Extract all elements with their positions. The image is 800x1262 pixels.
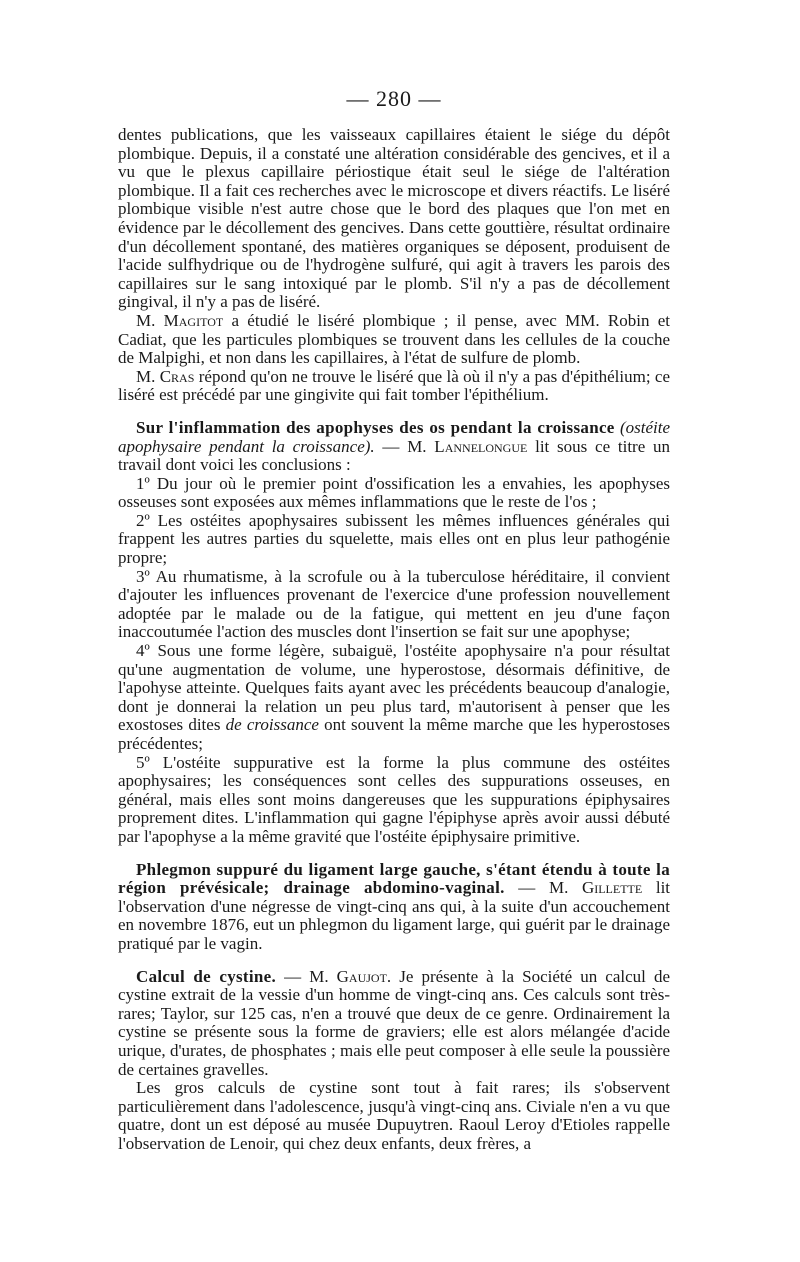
conclusion-4-text-b: ont souvent la même marche que les hyperostoses précédentes;: [118, 715, 670, 753]
conclusion-4-emphasis: de croissance: [225, 715, 319, 735]
phlegmon-dash: —: [504, 878, 549, 898]
conclusion-4: [118, 642, 670, 754]
conclusion-2: 2º Les ostéites apophysaires subissent les mêmes influences générales qui frappent les autres parties du squelette, mais elles ont en plus leur pathogénie propre;: [118, 510, 670, 568]
cystine-text: . Je présente à la Société un calcul de cystine extrait de la vessie d'un homme de vingt-cinq ans. Ces calculs sont très-rares; Taylor, sur 125 cas, n'en a trouvé que deux de ce genre. Ordinairement la cystine se présente sous la forme de graviers; elle est alors mélangée d'acide urique, d'urates, de phosphates ; mais elle peut composer à elle seule la poussière de certaines gravelles.: [118, 966, 671, 1079]
magitot-paragraph: [118, 312, 670, 368]
phlegmon-heading: Phlegmon suppuré du ligament large gauche, s'étant étendu à toute la région prévésicale; drainage abdomino-vaginal.: [118, 859, 670, 898]
apophyses-lead: lit sous ce titre un travail dont voici les conclusions :: [118, 436, 671, 475]
magitot-name: M. Magitot: [136, 310, 224, 330]
conclusion-1: 1º Du jour où le premier point d'ossification les a envahies, les apophyses osseuses sont exposées aux mêmes inflammations que le reste de l'os ;: [118, 473, 670, 512]
conclusion-4-text-a: 4º Sous une forme légère, subaiguë, l'ostéite apophysaire n'a pour résultat qu'une augmentation de volume, une hyperostose, désormais définitive, de l'apohyse atteinte. Quelques faits ayant avec les précédents beaucoup d'analogie, dont je donnerai la relation un peu plus tard, m'autorisent à penser que les exostoses dites: [118, 641, 670, 735]
intro-paragraph: dentes publications, que les vaisseaux capillaires étaient le siége du dépôt plombique. Depuis, il a constaté une altération considérable des gencives, et il a vu que le plexus capillaire périostique était seul le siége de l'altération plombique. Il a fait ces recherches avec le microscope et divers réactifs. Le liséré plombique visible n'est autre chose que le bord des plaques que l'on met en évidence par le décollement des gencives. Dans cette gouttière, résultat ordinaire d'un décollement spontané, des matières organiques se déposent, produisent de l'acide sulfhydrique ou de l'hydrogène sulfuré, qui agit à travers les parois des capillaires sur le sang intoxiqué par le plomb. S'il n'y a pas de décollement gingival, il n'y a pas de liséré.: [118, 125, 670, 312]
cystine-paragraph-2: Les gros calculs de cystine sont tout à fait rares; ils s'observent particulièrement dans l'adolescence, jusqu'à vingt-cinq ans. Civiale n'en a vu que quatre, dont un est déposé au musée Dupuytren. Raoul Leroy d'Etioles rappelle l'observation de Lenoir, qui chez deux enfants, deux frères, a: [118, 1078, 670, 1153]
conclusion-3: 3º Au rhumatisme, à la scrofule ou à la tuberculose héréditaire, il convient d'ajouter les influences provenant de l'exercice d'une profession nouvellement adoptée par le malade ou de la fatigue, qui mettent en jeu d'une façon inaccoutumée l'action des muscles dont l'insertion se fait sur une apophyse;: [118, 566, 670, 642]
conclusion-5: 5º L'ostéite suppurative est la forme la plus commune des ostéites apophysaires; les conséquences sont celles des suppurations osseuses, en général, mais elles sont moins dangereuses que les suppurations épiphysaires proprement dites. L'inflammation qui gagne l'épiphyse après avoir aussi débuté par l'apophyse a la même gravité que l'ostéite épiphysaire primitive.: [118, 752, 670, 846]
page-number: — 280 —: [346, 86, 442, 111]
phlegmon-paragraph: [118, 861, 670, 954]
apophyses-subtitle: (ostéite apophysaire pendant la croissance).: [118, 417, 670, 456]
section-phlegmon: [118, 861, 670, 954]
apophyses-intro: [118, 419, 670, 475]
lannelongue-name: M. Lannelongue: [407, 436, 528, 456]
gillette-name: M. Gillette: [548, 878, 643, 898]
cras-name: M. Cras: [136, 366, 195, 386]
section-apophyses: [118, 419, 670, 847]
cras-text: répond qu'on ne trouve le liséré que là où il n'y a pas d'épithélium; ce liséré est précédé par une gingivite qui fait tomber l'épithélium.: [118, 366, 670, 405]
phlegmon-text: lit l'observation d'une négresse de vingt-cinq ans qui, à la suite d'un accouchement en novembre 1876, eut un phlegmon du ligament large, qui guérit par le drainage pratiqué par le vagin.: [118, 878, 671, 953]
section-cystine: [118, 968, 670, 1154]
apophyses-dash: —: [374, 436, 408, 456]
gaujot-name: M. Gaujot: [309, 966, 387, 986]
cystine-heading: Calcul de cystine.: [136, 966, 277, 986]
cystine-paragraph: [118, 968, 670, 1080]
apophyses-heading: Sur l'inflammation des apophyses des os pendant la croissance: [136, 417, 615, 437]
magitot-text: a étudié le liséré plombique ; il pense, avec MM. Robin et Cadiat, que les particules plombiques se trouvent dans les cellules de la couche de Malpighi, et non dans les capillaires, à l'état de sulfure de plomb.: [118, 310, 670, 368]
cras-paragraph: [118, 368, 670, 405]
cystine-dash: —: [276, 966, 310, 986]
